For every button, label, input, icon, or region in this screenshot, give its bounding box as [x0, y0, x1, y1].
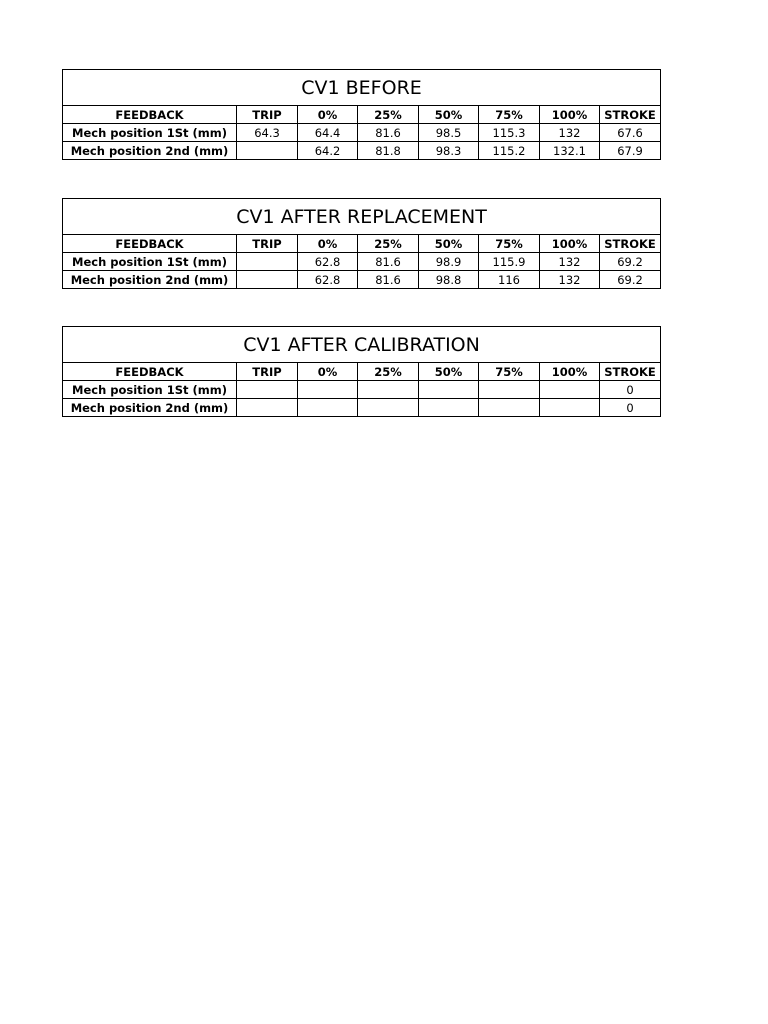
column-header: TRIP	[237, 363, 298, 381]
column-header: FEEDBACK	[63, 363, 237, 381]
value-cell: 64.3	[237, 124, 298, 142]
column-header: 75%	[479, 363, 540, 381]
value-cell: 98.5	[419, 124, 479, 142]
row-label: Mech position 1St (mm)	[63, 381, 237, 399]
value-cell	[237, 271, 298, 289]
column-header: 0%	[298, 235, 358, 253]
value-cell	[540, 381, 600, 399]
value-cell: 98.3	[419, 142, 479, 160]
value-cell	[479, 381, 540, 399]
value-cell: 67.6	[600, 124, 661, 142]
value-cell: 115.3	[479, 124, 540, 142]
column-header: FEEDBACK	[63, 106, 237, 124]
value-cell	[358, 399, 419, 417]
value-cell: 81.8	[358, 142, 419, 160]
column-header: 50%	[419, 363, 479, 381]
value-cell	[419, 399, 479, 417]
value-cell: 62.8	[298, 253, 358, 271]
value-cell	[540, 399, 600, 417]
column-header: TRIP	[237, 106, 298, 124]
table-row	[63, 399, 661, 417]
value-cell: 132	[540, 124, 600, 142]
data-table	[62, 69, 661, 160]
column-header: 100%	[540, 106, 600, 124]
table-row	[63, 381, 661, 399]
value-cell: 69.2	[600, 253, 661, 271]
column-header: TRIP	[237, 235, 298, 253]
column-header: STROKE	[600, 235, 661, 253]
value-cell: 115.2	[479, 142, 540, 160]
value-cell: 98.9	[419, 253, 479, 271]
value-cell	[237, 253, 298, 271]
value-cell: 67.9	[600, 142, 661, 160]
value-cell: 98.8	[419, 271, 479, 289]
header-row	[63, 235, 661, 253]
column-header: 50%	[419, 235, 479, 253]
table-title: CV1 BEFORE	[63, 70, 661, 106]
table-row	[63, 142, 661, 160]
table-row	[63, 253, 661, 271]
column-header: 25%	[358, 363, 419, 381]
value-cell	[358, 381, 419, 399]
table-row	[63, 271, 661, 289]
column-header: 0%	[298, 106, 358, 124]
value-cell: 0	[600, 399, 661, 417]
column-header: FEEDBACK	[63, 235, 237, 253]
column-header: 75%	[479, 106, 540, 124]
value-cell: 69.2	[600, 271, 661, 289]
column-header: 25%	[358, 235, 419, 253]
column-header: 100%	[540, 235, 600, 253]
value-cell: 62.8	[298, 271, 358, 289]
data-table	[62, 326, 661, 417]
value-cell	[479, 399, 540, 417]
row-label: Mech position 2nd (mm)	[63, 142, 237, 160]
column-header: STROKE	[600, 106, 661, 124]
column-header: 0%	[298, 363, 358, 381]
column-header: 25%	[358, 106, 419, 124]
value-cell: 132.1	[540, 142, 600, 160]
table-row	[63, 124, 661, 142]
table-title: CV1 AFTER CALIBRATION	[63, 327, 661, 363]
column-header: 50%	[419, 106, 479, 124]
value-cell	[237, 381, 298, 399]
value-cell	[298, 381, 358, 399]
value-cell	[237, 142, 298, 160]
row-label: Mech position 1St (mm)	[63, 253, 237, 271]
column-header: 75%	[479, 235, 540, 253]
column-header: STROKE	[600, 363, 661, 381]
row-label: Mech position 2nd (mm)	[63, 399, 237, 417]
value-cell: 64.4	[298, 124, 358, 142]
row-label: Mech position 2nd (mm)	[63, 271, 237, 289]
value-cell: 116	[479, 271, 540, 289]
value-cell: 64.2	[298, 142, 358, 160]
data-table	[62, 198, 661, 289]
value-cell: 132	[540, 271, 600, 289]
table-title: CV1 AFTER REPLACEMENT	[63, 199, 661, 235]
value-cell: 81.6	[358, 271, 419, 289]
value-cell: 132	[540, 253, 600, 271]
column-header: 100%	[540, 363, 600, 381]
value-cell	[419, 381, 479, 399]
header-row	[63, 106, 661, 124]
value-cell: 115.9	[479, 253, 540, 271]
value-cell	[298, 399, 358, 417]
value-cell	[237, 399, 298, 417]
value-cell: 81.6	[358, 124, 419, 142]
value-cell: 0	[600, 381, 661, 399]
row-label: Mech position 1St (mm)	[63, 124, 237, 142]
value-cell: 81.6	[358, 253, 419, 271]
header-row	[63, 363, 661, 381]
